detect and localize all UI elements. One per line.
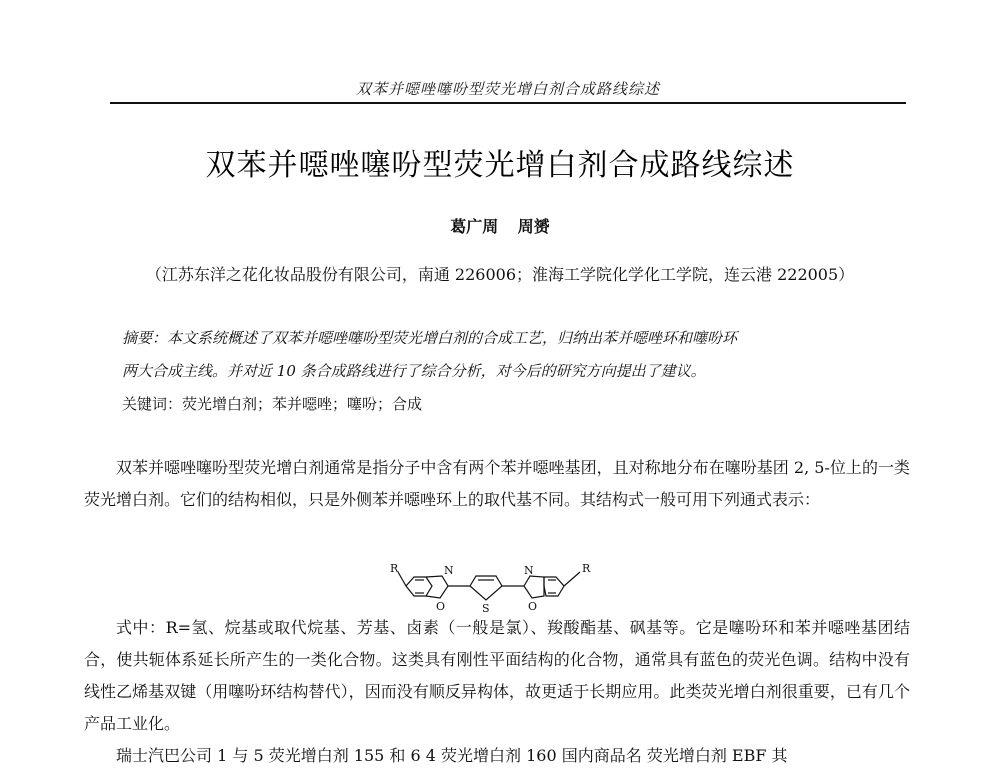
formula-drawing (384, 560, 604, 616)
formula-n-left: N (444, 564, 454, 577)
structural-formula (384, 560, 604, 616)
header-rule (110, 102, 906, 104)
abstract (122, 322, 882, 421)
left-r-bond (398, 572, 406, 586)
authors (0, 214, 1000, 237)
body-paragraph-1 (84, 452, 910, 516)
body-paragraph-3 (84, 740, 910, 772)
author-2: 周赟 (517, 217, 550, 236)
right-r-bond (564, 572, 580, 586)
abstract-line-1: 摘要：本文系统概述了双苯并噁唑噻吩型荧光增白剂的合成工艺，归纳出苯并噁唑环和噻吩环 (122, 329, 738, 347)
formula-s: S (482, 602, 490, 615)
formula-r-right: R (582, 562, 591, 575)
formula-n-right: N (524, 564, 534, 577)
formula-r-left: R (390, 562, 399, 575)
abstract-line-2: 两大合成主线。并对近 10 条合成路线进行了综合分析，对今后的研究方向提出了建议。 (122, 362, 706, 380)
author-1: 葛广周 (450, 217, 499, 236)
running-head: 双苯并噁唑噻吩型荧光增白剂合成路线综述 (355, 80, 660, 98)
affiliation: （江苏东洋之花化妆品股份有限公司，南通 226006；淮海工学院化学化工学院，连云港 222005） (145, 265, 855, 284)
right-oxazole-ring (524, 576, 544, 598)
keywords: 关键词：荧光增白剂；苯并噁唑；噻吩；合成 (122, 395, 423, 413)
left-oxazole-ring (426, 576, 448, 598)
formula-o-right: O (528, 600, 538, 613)
paper-title: 双苯并噁唑噻吩型荧光增白剂合成路线综述 (205, 148, 795, 183)
formula-o-left: O (436, 600, 446, 613)
paragraph-3-text: 瑞士汽巴公司 1 与 5 荧光增白剂 155 和 6 4 荧光增白剂 160 国内商品名 荧光增白剂 EBF 其 (116, 746, 788, 765)
paragraph-2-text: 式中：R=氢、烷基或取代烷基、芳基、卤素（一般是氯）、羧酸酯基、砜基等。它是噻吩环和苯并噁唑基团结合，使共轭体系延长所产生的一类化合物。这类具有刚性平面结构的化合物，通常具有蓝色的荧光色调。结构中没有线性乙烯基双键（用噻吩环结构替代），因而没有顺反异构体，故更适于长期应用。此类荧光增白剂很重要，已有几个产品工业化。 (84, 618, 910, 733)
body-paragraph-2 (84, 612, 910, 740)
paragraph-1-text: 双苯并噁唑噻吩型荧光增白剂通常是指分子中含有两个苯并噁唑基团，且对称地分布在噻吩基团 2, 5-位上的一类荧光增白剂。它们的结构相似，只是外侧苯并噁唑环上的取代基不同。其结构式一般可用下列通式表示： (84, 458, 910, 509)
